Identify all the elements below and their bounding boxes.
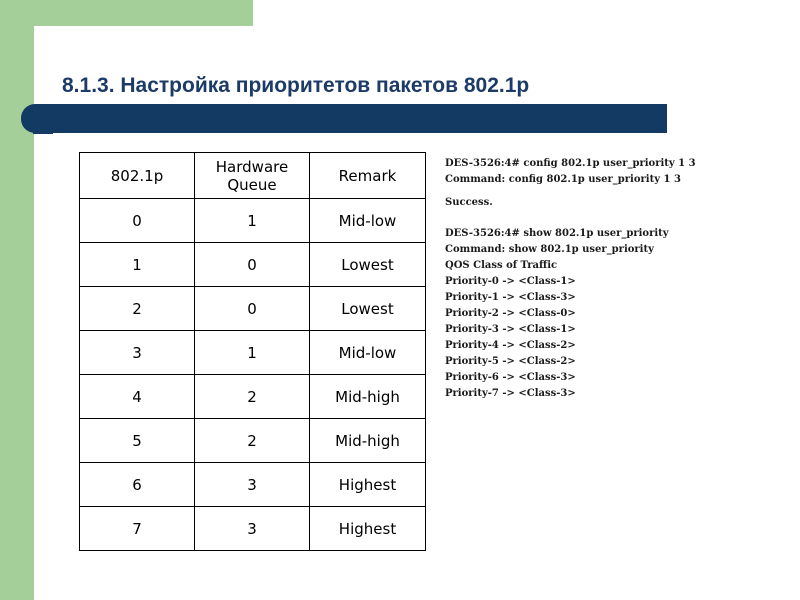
decor-green-bar-top (0, 0, 253, 26)
table-row (80, 287, 426, 331)
cell-priority: 5 (80, 419, 195, 463)
cell-queue: 3 (195, 507, 310, 551)
console-line: Priority-6 -> <Class-3> (445, 372, 576, 383)
header-hardware-queue (195, 153, 310, 199)
console-line: QOS Class of Traffic (445, 260, 558, 271)
cell-priority: 3 (80, 331, 195, 375)
header-8021p: 802.1p (80, 153, 195, 199)
table-row (80, 463, 426, 507)
table-row (80, 507, 426, 551)
cell-remark: Highest (310, 507, 426, 551)
priority-mapping-table (79, 152, 426, 551)
cell-queue: 3 (195, 463, 310, 507)
cell-remark: Mid-low (310, 199, 426, 243)
cell-remark: Highest (310, 463, 426, 507)
cell-priority: 4 (80, 375, 195, 419)
console-line: DES-3526:4# show 802.1p user_priority (445, 228, 669, 239)
console-line: Priority-7 -> <Class-3> (445, 388, 576, 399)
header-hardware-queue-label: Hardware Queue (215, 157, 289, 194)
table-header-row (80, 153, 426, 199)
cell-priority: 7 (80, 507, 195, 551)
cell-priority: 2 (80, 287, 195, 331)
cell-queue: 2 (195, 375, 310, 419)
console-line: Priority-4 -> <Class-2> (445, 340, 576, 351)
table-row (80, 243, 426, 287)
cell-priority: 0 (80, 199, 195, 243)
decor-green-bar-left (0, 0, 34, 600)
console-line: Priority-3 -> <Class-1> (445, 324, 576, 335)
console-line: Priority-2 -> <Class-0> (445, 308, 576, 319)
console-line: Priority-1 -> <Class-3> (445, 292, 576, 303)
cell-remark: Mid-high (310, 375, 426, 419)
cell-priority: 1 (80, 243, 195, 287)
table-row (80, 375, 426, 419)
console-output (445, 156, 696, 402)
table-row (80, 331, 426, 375)
console-line: Priority-5 -> <Class-2> (445, 356, 576, 367)
cell-remark: Lowest (310, 243, 426, 287)
cell-queue: 0 (195, 243, 310, 287)
console-line: DES-3526:4# config 802.1p user_priority 1 3 (445, 158, 696, 169)
slide-title: 8.1.3. Настройка приоритетов пакетов 802.1p (62, 74, 530, 97)
console-spacer (445, 211, 696, 226)
console-line: Priority-0 -> <Class-1> (445, 276, 576, 287)
console-line: Command: show 802.1p user_priority (445, 244, 654, 255)
cell-remark: Lowest (310, 287, 426, 331)
table-row (80, 199, 426, 243)
cell-queue: 1 (195, 331, 310, 375)
cell-queue: 0 (195, 287, 310, 331)
cell-remark: Mid-low (310, 331, 426, 375)
console-line: Command: config 802.1p user_priority 1 3 (445, 174, 681, 185)
cell-queue: 2 (195, 419, 310, 463)
header-remark: Remark (310, 153, 426, 199)
cell-priority: 6 (80, 463, 195, 507)
console-success-line: Success. (445, 197, 493, 208)
cell-queue: 1 (195, 199, 310, 243)
title-underline-accent (33, 132, 53, 134)
title-underline-bar (21, 104, 667, 133)
table-row (80, 419, 426, 463)
cell-remark: Mid-high (310, 419, 426, 463)
